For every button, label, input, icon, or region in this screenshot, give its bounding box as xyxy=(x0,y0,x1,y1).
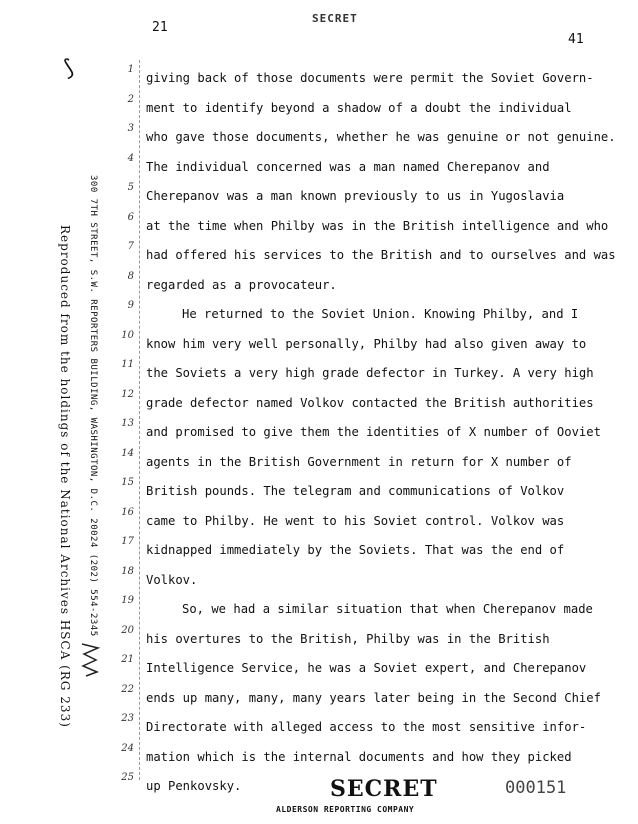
line-number: 6 xyxy=(127,211,134,223)
transcript-line: the Soviets a very high grade defector in Turkey. A very high xyxy=(146,366,594,380)
transcript-line: Cherepanov was a man known previously to us in Yugoslavia xyxy=(146,189,565,203)
line-number: 10 xyxy=(121,329,134,341)
line-number: 2 xyxy=(127,93,134,105)
line-number: 16 xyxy=(121,506,134,518)
transcript-line: kidnapped immediately by the Soviets. That was the end of xyxy=(146,543,565,557)
line-number: 25 xyxy=(121,772,134,783)
line-number-column xyxy=(112,64,134,802)
transcript-line: So, we had a similar situation that when Cherepanov made xyxy=(182,602,593,616)
transcript-line: British pounds. The telegram and communications of Volkov xyxy=(146,484,565,498)
transcript-line: agents in the British Government in return for X number of xyxy=(146,454,572,469)
line-number: 5 xyxy=(127,182,134,193)
transcript-line: at the time when Philby was in the British intelligence and who xyxy=(146,218,609,233)
line-number: 7 xyxy=(127,241,134,252)
handwritten-stamp-icon xyxy=(78,640,102,678)
line-number: 18 xyxy=(121,565,134,577)
header-secret-stamp: SECRET xyxy=(312,12,358,25)
transcript-line: The individual concerned was a man named Cherepanov and xyxy=(146,159,550,174)
line-number: 12 xyxy=(121,388,134,400)
transcript-line: regarded as a provocateur. xyxy=(146,277,337,292)
line-number: 17 xyxy=(121,536,134,547)
transcript-line: and promised to give them the identities of X number of Ooviet xyxy=(146,425,601,439)
transcript-line: Intelligence Service, he was a Soviet expert, and Cherepanov xyxy=(146,661,587,675)
reporter-address-note: 300 7TH STREET, S.W. REPORTERS BUILDING, WASHINGTON, D.C. 20024 (202) 554-2345 xyxy=(88,175,98,637)
footer-secret-stamp: SECRET xyxy=(330,776,438,802)
line-number: 14 xyxy=(121,447,134,459)
line-number: 13 xyxy=(121,418,134,429)
line-number: 11 xyxy=(121,359,134,370)
document-id: 000151 xyxy=(505,778,567,798)
transcript-line: came to Philby. He went to his Soviet control. Volkov was xyxy=(146,513,565,528)
line-number: 9 xyxy=(127,300,134,311)
transcript-line: his overtures to the British, Philby was in the British xyxy=(146,631,550,646)
transcript-line: Directorate with alleged access to the most sensitive infor- xyxy=(146,720,587,734)
transcript-line: He returned to the Soviet Union. Knowing Philby, and I xyxy=(182,307,579,321)
transcript-line: who gave those documents, whether he was genuine or not genuine. xyxy=(146,130,616,144)
line-number: 1 xyxy=(127,64,134,75)
archive-margin-note: Reproduced from the holdings of the National Archives HSCA (RG 233) xyxy=(58,225,72,728)
line-number: 22 xyxy=(121,683,134,695)
transcript-line: ends up many, many, many years later being in the Second Chief xyxy=(146,690,601,705)
transcript-line: ment to identify beyond a shadow of a doubt the individual xyxy=(146,100,572,115)
line-number: 8 xyxy=(127,270,134,282)
line-number: 24 xyxy=(121,742,134,754)
transcript-line: Volkov. xyxy=(146,572,198,587)
line-number: 23 xyxy=(121,713,134,724)
line-number: 3 xyxy=(127,123,134,134)
page-number-left: 21 xyxy=(152,20,168,35)
transcript-line: up Penkovsky. xyxy=(146,779,242,793)
line-number: 19 xyxy=(121,595,134,606)
transcript-line: had offered his services to the British and to ourselves and was xyxy=(146,248,616,262)
reporting-company: ALDERSON REPORTING COMPANY xyxy=(276,805,415,814)
page-number-right: 41 xyxy=(568,32,584,47)
line-number: 21 xyxy=(121,654,134,665)
line-number: 15 xyxy=(121,477,134,488)
transcript-line: know him very well personally, Philby had also given away to xyxy=(146,336,587,351)
line-number: 20 xyxy=(121,624,134,636)
transcript-body xyxy=(146,64,626,802)
transcript-line: giving back of those documents were permit the Soviet Govern- xyxy=(146,71,594,85)
margin-divider xyxy=(139,60,140,780)
transcript-line: grade defector named Volkov contacted the British authorities xyxy=(146,395,594,410)
handwritten-mark: ⟆ xyxy=(58,54,79,83)
line-number: 4 xyxy=(127,152,134,164)
transcript-line: mation which is the internal documents and how they picked xyxy=(146,749,572,764)
